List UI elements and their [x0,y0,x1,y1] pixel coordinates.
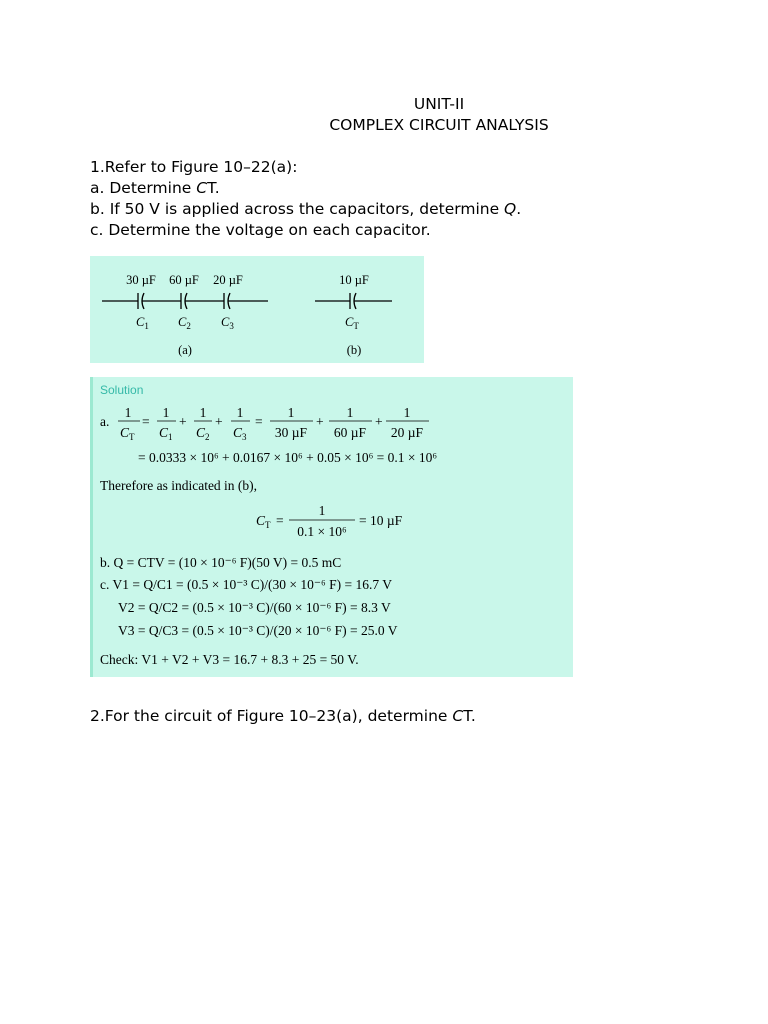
svg-text:+: + [375,414,383,429]
question-1-intro: 1.Refer to Figure 10–22(a): [90,158,298,176]
svg-text:60 µF: 60 µF [333,425,367,440]
svg-text:CT: $C_T$ [256,513,271,530]
series-capacitance-equation [100,405,429,442]
svg-text:C2: $C_2$ [196,425,210,442]
c3-name-label: $C_3$ [221,315,234,331]
svg-text:=: = [142,414,150,429]
therefore-line: Therefore as indicated in (b), [100,478,258,493]
caption-a: (a) [178,343,192,357]
series-capacitor-circuit [102,293,268,309]
ct-name-label: $C_T$ [345,315,359,331]
c1-name-label: $C_1$ [136,315,149,331]
svg-text:+: + [316,414,324,429]
svg-text:a.: a. [100,414,110,429]
svg-text:0.1 × 10⁶: 0.1 × 10⁶ [297,524,347,539]
question-1-part-a: a. Determine CT. [90,179,220,197]
svg-text:+: + [215,414,223,429]
c1-value-label: 30 µF [126,273,156,287]
solution-box [90,377,573,677]
svg-text:1: 1 [124,405,132,420]
voltage-v3-line: V3 = Q/C3 = (0.5 × 10⁻³ C)/(20 × 10⁻⁶ F) = 25.0 V [118,623,398,638]
c2-value-label: 60 µF [169,273,199,287]
capacitor-circuits-figure [90,256,424,363]
voltage-v1-line: c. V1 = Q/C1 = (0.5 × 10⁻³ C)/(30 × 10⁻⁶ F) = 16.7 V [100,577,392,592]
figure-10-22 [90,256,424,363]
voltage-v2-line: V2 = Q/C2 = (0.5 × 10⁻³ C)/(60 × 10⁻⁶ F) = 8.3 V [118,600,391,615]
svg-text:1: 1 [236,405,244,420]
sum-result-line: = 0.0333 × 10⁶ + 0.0167 × 10⁶ + 0.05 × 10⁶ = 0.1 × 10⁶ [138,450,438,465]
solution-title: Solution [100,383,144,397]
question-1-part-c: c. Determine the voltage on each capacitor. [90,221,431,239]
svg-text:1: 1 [287,405,295,420]
svg-text:1: 1 [346,405,354,420]
svg-text:=: = [276,513,284,528]
svg-text:1: 1 [199,405,207,420]
svg-text:1: 1 [162,405,170,420]
charge-line: b. Q = CTV = (10 × 10⁻⁶ F)(50 V) = 0.5 mC [100,555,342,570]
ct-value-label: 10 µF [339,273,369,287]
question-2: 2.For the circuit of Figure 10–23(a), determine CT. [90,707,476,725]
c2-name-label: $C_2$ [178,315,191,331]
svg-text:20 µF: 20 µF [390,425,424,440]
check-line: Check: V1 + V2 + V3 = 16.7 + 8.3 + 25 = 50 V. [100,652,359,667]
svg-text:CT: $C_T$ [120,425,135,442]
svg-text:1: 1 [318,503,326,518]
svg-text:30 µF: 30 µF [274,425,308,440]
equivalent-capacitor-circuit [315,293,392,309]
svg-text:C1: $C_1$ [159,425,173,442]
question-1-part-b: b. If 50 V is applied across the capacitors, determine Q. [90,200,522,218]
solution-content [90,377,573,677]
total-capacitance-equation [256,503,403,539]
svg-text:= 10 µF: = 10 µF [359,513,403,528]
svg-text:=: = [255,414,263,429]
unit-heading: UNIT-II [413,95,465,113]
svg-text:1: 1 [403,405,411,420]
caption-b: (b) [346,343,362,357]
svg-text:C3: $C_3$ [233,425,247,442]
c3-value-label: 20 µF [213,273,243,287]
svg-text:+: + [179,414,187,429]
document-title: COMPLEX CIRCUIT ANALYSIS [329,116,549,134]
